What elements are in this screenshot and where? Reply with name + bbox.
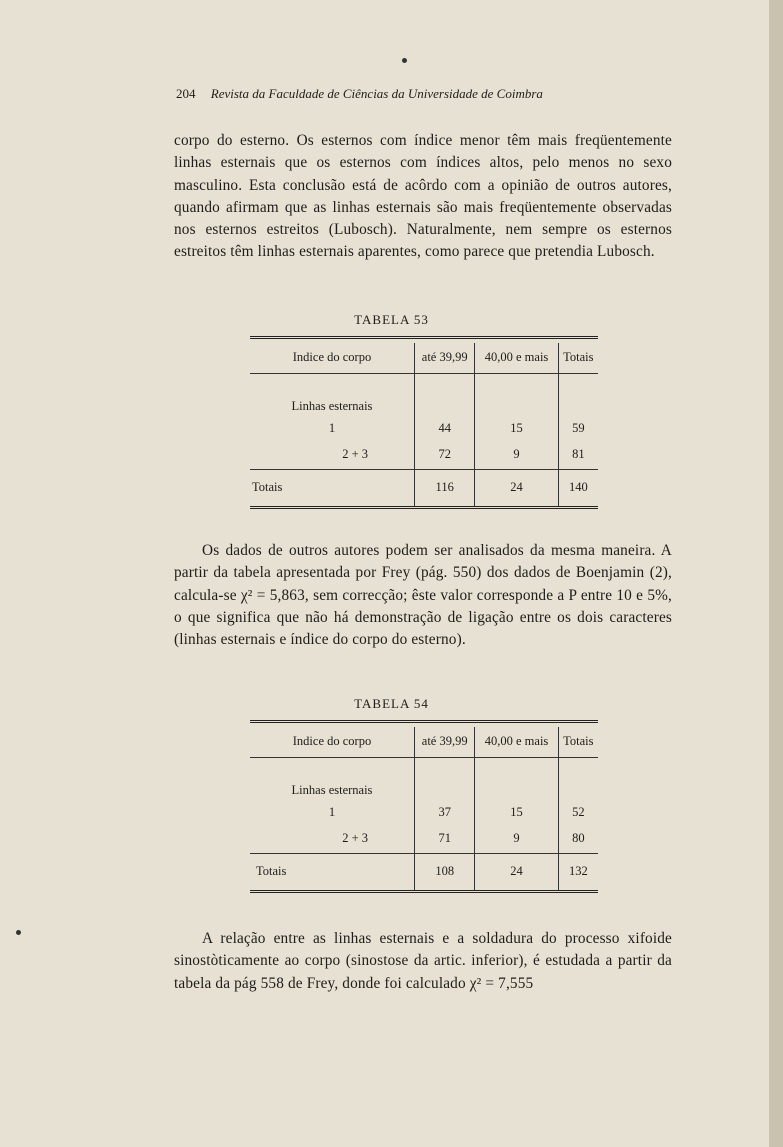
table-row (250, 373, 598, 396)
table-54 (250, 720, 598, 897)
totals-label: Totais (250, 470, 415, 506)
paragraph-1-text: corpo do esterno. Os esternos com índice menor têm mais freqüentemente linhas esternais que os esternos com índices altos, pelo menos no sexo masculino. Esta conclusão está de acôrdo com a opinião de outros autores, quando afirmam que as linhas esternais são mais freqüentemente observadas nos esternos estreitos (Lubosch). Naturalmente, nem sempre os esternos estreitos têm linhas esternais aparentes, como parece que pretendia Lubosch. (174, 132, 672, 261)
cell: 52 (558, 802, 598, 824)
paragraph-3 (174, 928, 672, 995)
journal-title: Revista da Faculdade de Ciências da Universidade de Coimbra (210, 86, 543, 101)
paragraph-3-text: A relação entre as linhas esternais e a soldadura do processo xifoide sinostòticamente ao corpo (sinostose da artic. inferior), é estudada a partir da tabela da pág 558 de Frey, donde foi calculado χ² = 7,555 (174, 930, 672, 992)
row-label: 1 (328, 805, 336, 819)
speck (16, 930, 21, 935)
cell: 44 (415, 418, 475, 440)
cell: 24 (475, 854, 558, 890)
paragraph-2 (174, 540, 672, 651)
cell: 132 (558, 854, 598, 890)
cell: 24 (475, 470, 558, 506)
cell: 72 (415, 440, 475, 470)
table-rule (250, 890, 598, 897)
table-header-row (250, 727, 598, 757)
header-cell: Totais (558, 727, 598, 757)
header-cell: Indice do corpo (292, 734, 372, 749)
header-cell: Indice do corpo (292, 350, 372, 365)
header-cell: 40,00 e mais (475, 343, 558, 373)
cell: 59 (558, 418, 598, 440)
table-row (250, 824, 598, 854)
cell: 71 (415, 824, 475, 854)
table-totals-row (250, 854, 598, 890)
table-53-caption: TABELA 53 (354, 312, 429, 327)
row-label: 2 + 3 (342, 446, 368, 461)
table-rule (250, 336, 598, 343)
cell: 9 (475, 440, 558, 470)
table-row (250, 440, 598, 470)
table-header-row (250, 343, 598, 373)
page-edge (769, 0, 783, 1147)
section-label: Linhas esternais (291, 399, 373, 413)
table-section-row (250, 780, 598, 802)
row-label: 1 (328, 421, 336, 435)
header-cell: 40,00 e mais (475, 727, 558, 757)
table-totals-row (250, 470, 598, 506)
header-cell: até 39,99 (415, 727, 475, 757)
paragraph-1 (174, 130, 672, 264)
table-rule (250, 720, 598, 727)
header-cell: Totais (558, 343, 598, 373)
cell: 15 (475, 802, 558, 824)
cell: 81 (558, 440, 598, 470)
cell: 108 (415, 854, 475, 890)
cell: 116 (415, 470, 475, 506)
cell: 80 (558, 824, 598, 854)
page-number: 204 (176, 86, 196, 101)
table-row (250, 757, 598, 780)
section-label: Linhas esternais (291, 783, 373, 797)
paragraph-2-text: Os dados de outros autores podem ser analisados da mesma maneira. A partir da tabela apresentada por Frey (pág. 550) dos dados de Boenjamin (2), calcula-se χ² = 5,863, sem correcção; êste valor corresponde a P entre 10 e 5%, o que significa que não há demonstração de ligação entre os dois caracteres (linhas esternais e índice do corpo do esterno). (174, 542, 672, 649)
totals-label: Totais (250, 854, 415, 890)
table-54-caption: TABELA 54 (354, 696, 429, 711)
speck (402, 58, 407, 63)
row-label: 2 + 3 (342, 830, 368, 845)
cell: 37 (415, 802, 475, 824)
table-rule (250, 506, 598, 513)
cell: 9 (475, 824, 558, 854)
cell: 15 (475, 418, 558, 440)
running-header (176, 86, 656, 102)
header-cell: até 39,99 (415, 343, 475, 373)
table-53 (250, 336, 598, 513)
table-row (250, 802, 598, 824)
cell: 140 (558, 470, 598, 506)
table-row (250, 418, 598, 440)
table-section-row (250, 396, 598, 418)
